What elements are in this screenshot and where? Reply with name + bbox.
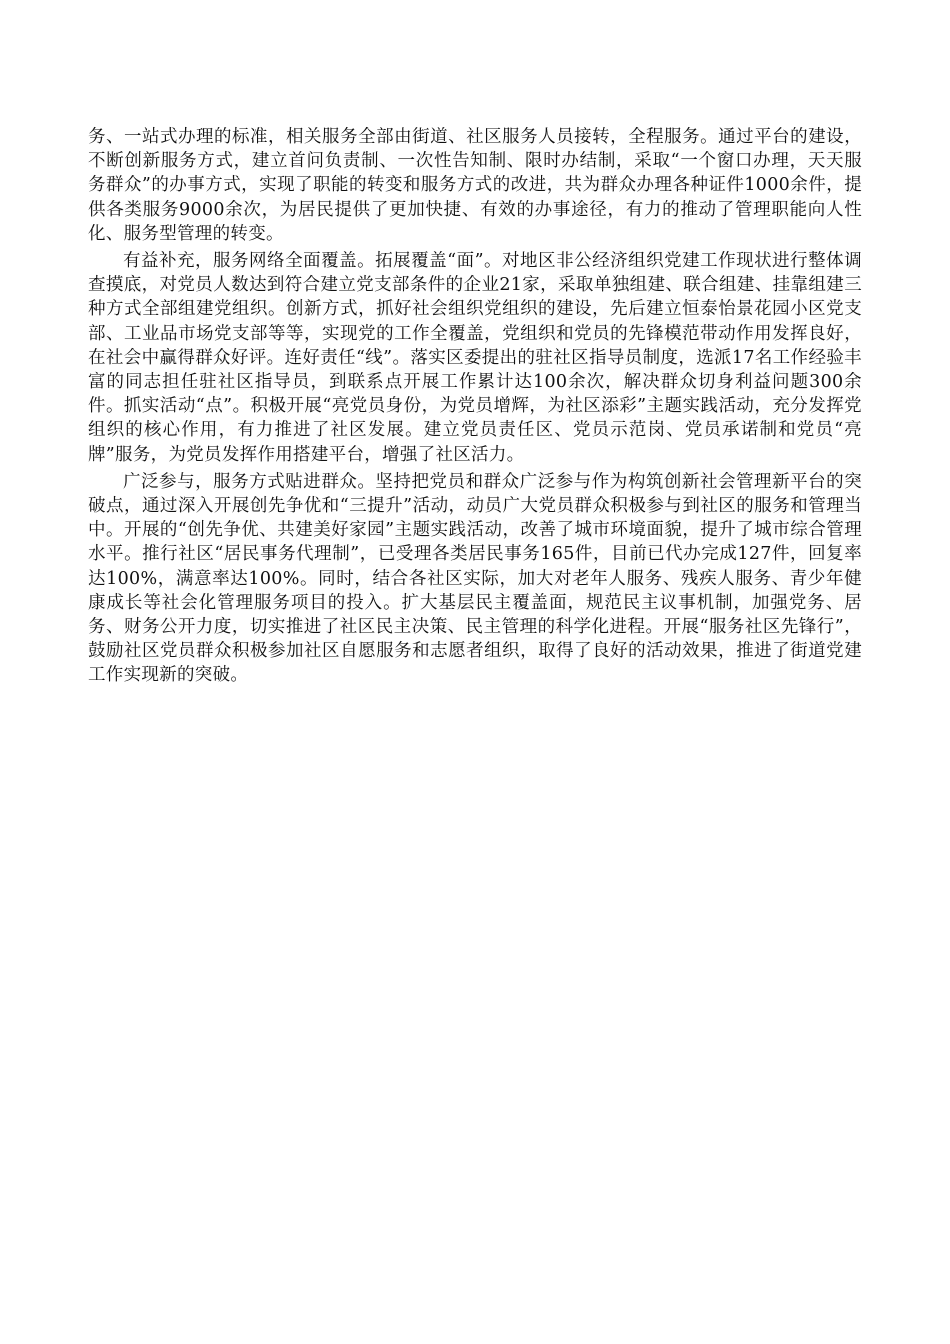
document-body	[88, 125, 862, 691]
paragraph-service-network: 有益补充，服务网络全面覆盖。拓展覆盖“面”。对地区非公经济组织党建工作现状进行整体调查摸底，对党员人数达到符合建立党支部条件的企业21家，采取单独组建、联合组建、挂靠组建三种方式全部组建党组织。创新方式，抓好社会组织党组织的建设，先后建立恒泰怡景花园小区党支部、工业品市场党支部等等，实现党的工作全覆盖，党组织和党员的先锋模范带动作用发挥良好，在社会中赢得群众好评。连好责任“线”。落实区委提出的驻社区指导员制度，选派17名工作经验丰富的同志担任驻社区指导员，到联系点开展工作累计达100余次，解决群众切身利益问题300余件。抓实活动“点”。积极开展“亮党员身份，为党员增辉，为社区添彩”主题实践活动，充分发挥党组织的核心作用，有力推进了社区发展。建立党员责任区、党员示范岗、党员承诺制和党员“亮牌”服务，为党员发挥作用搭建平台，增强了社区活力。	[88, 251, 862, 465]
paragraph-service-platform: 务、一站式办理的标准，相关服务全部由街道、社区服务人员接转，全程服务。通过平台的建设，不断创新服务方式，建立首问负责制、一次性告知制、限时办结制，采取“一个窗口办理，天天服务群众”的办事方式，实现了职能的转变和服务方式的改进，共为群众办理各种证件1000余件，提供各类服务9000余次，为居民提供了更加快捷、有效的办事途径，有力的推动了管理职能向人性化、服务型管理的转变。	[88, 127, 862, 244]
paragraph-public-participation: 广泛参与，服务方式贴进群众。坚持把党员和群众广泛参与作为构筑创新社会管理新平台的突破点，通过深入开展创先争优和“三提升”活动，动员广大党员群众积极参与到社区的服务和管理当中。开展的“创先争优、共建美好家园”主题实践活动，改善了城市环境面貌，提升了城市综合管理水平。推行社区“居民事务代理制”，已受理各类居民事务165件，目前已代办完成127件，回复率达100%，满意率达100%。同时，结合各社区实际，加大对老年人服务、残疾人服务、青少年健康成长等社会化管理服务项目的投入。扩大基层民主覆盖面，规范民主议事机制，加强党务、居务、财务公开力度，切实推进了社区民主决策、民主管理的科学化进程。开展“服务社区先锋行”，鼓励社区党员群众积极参加社区自愿服务和志愿者组织，取得了良好的活动效果，推进了街道党建工作实现新的突破。	[88, 471, 862, 686]
